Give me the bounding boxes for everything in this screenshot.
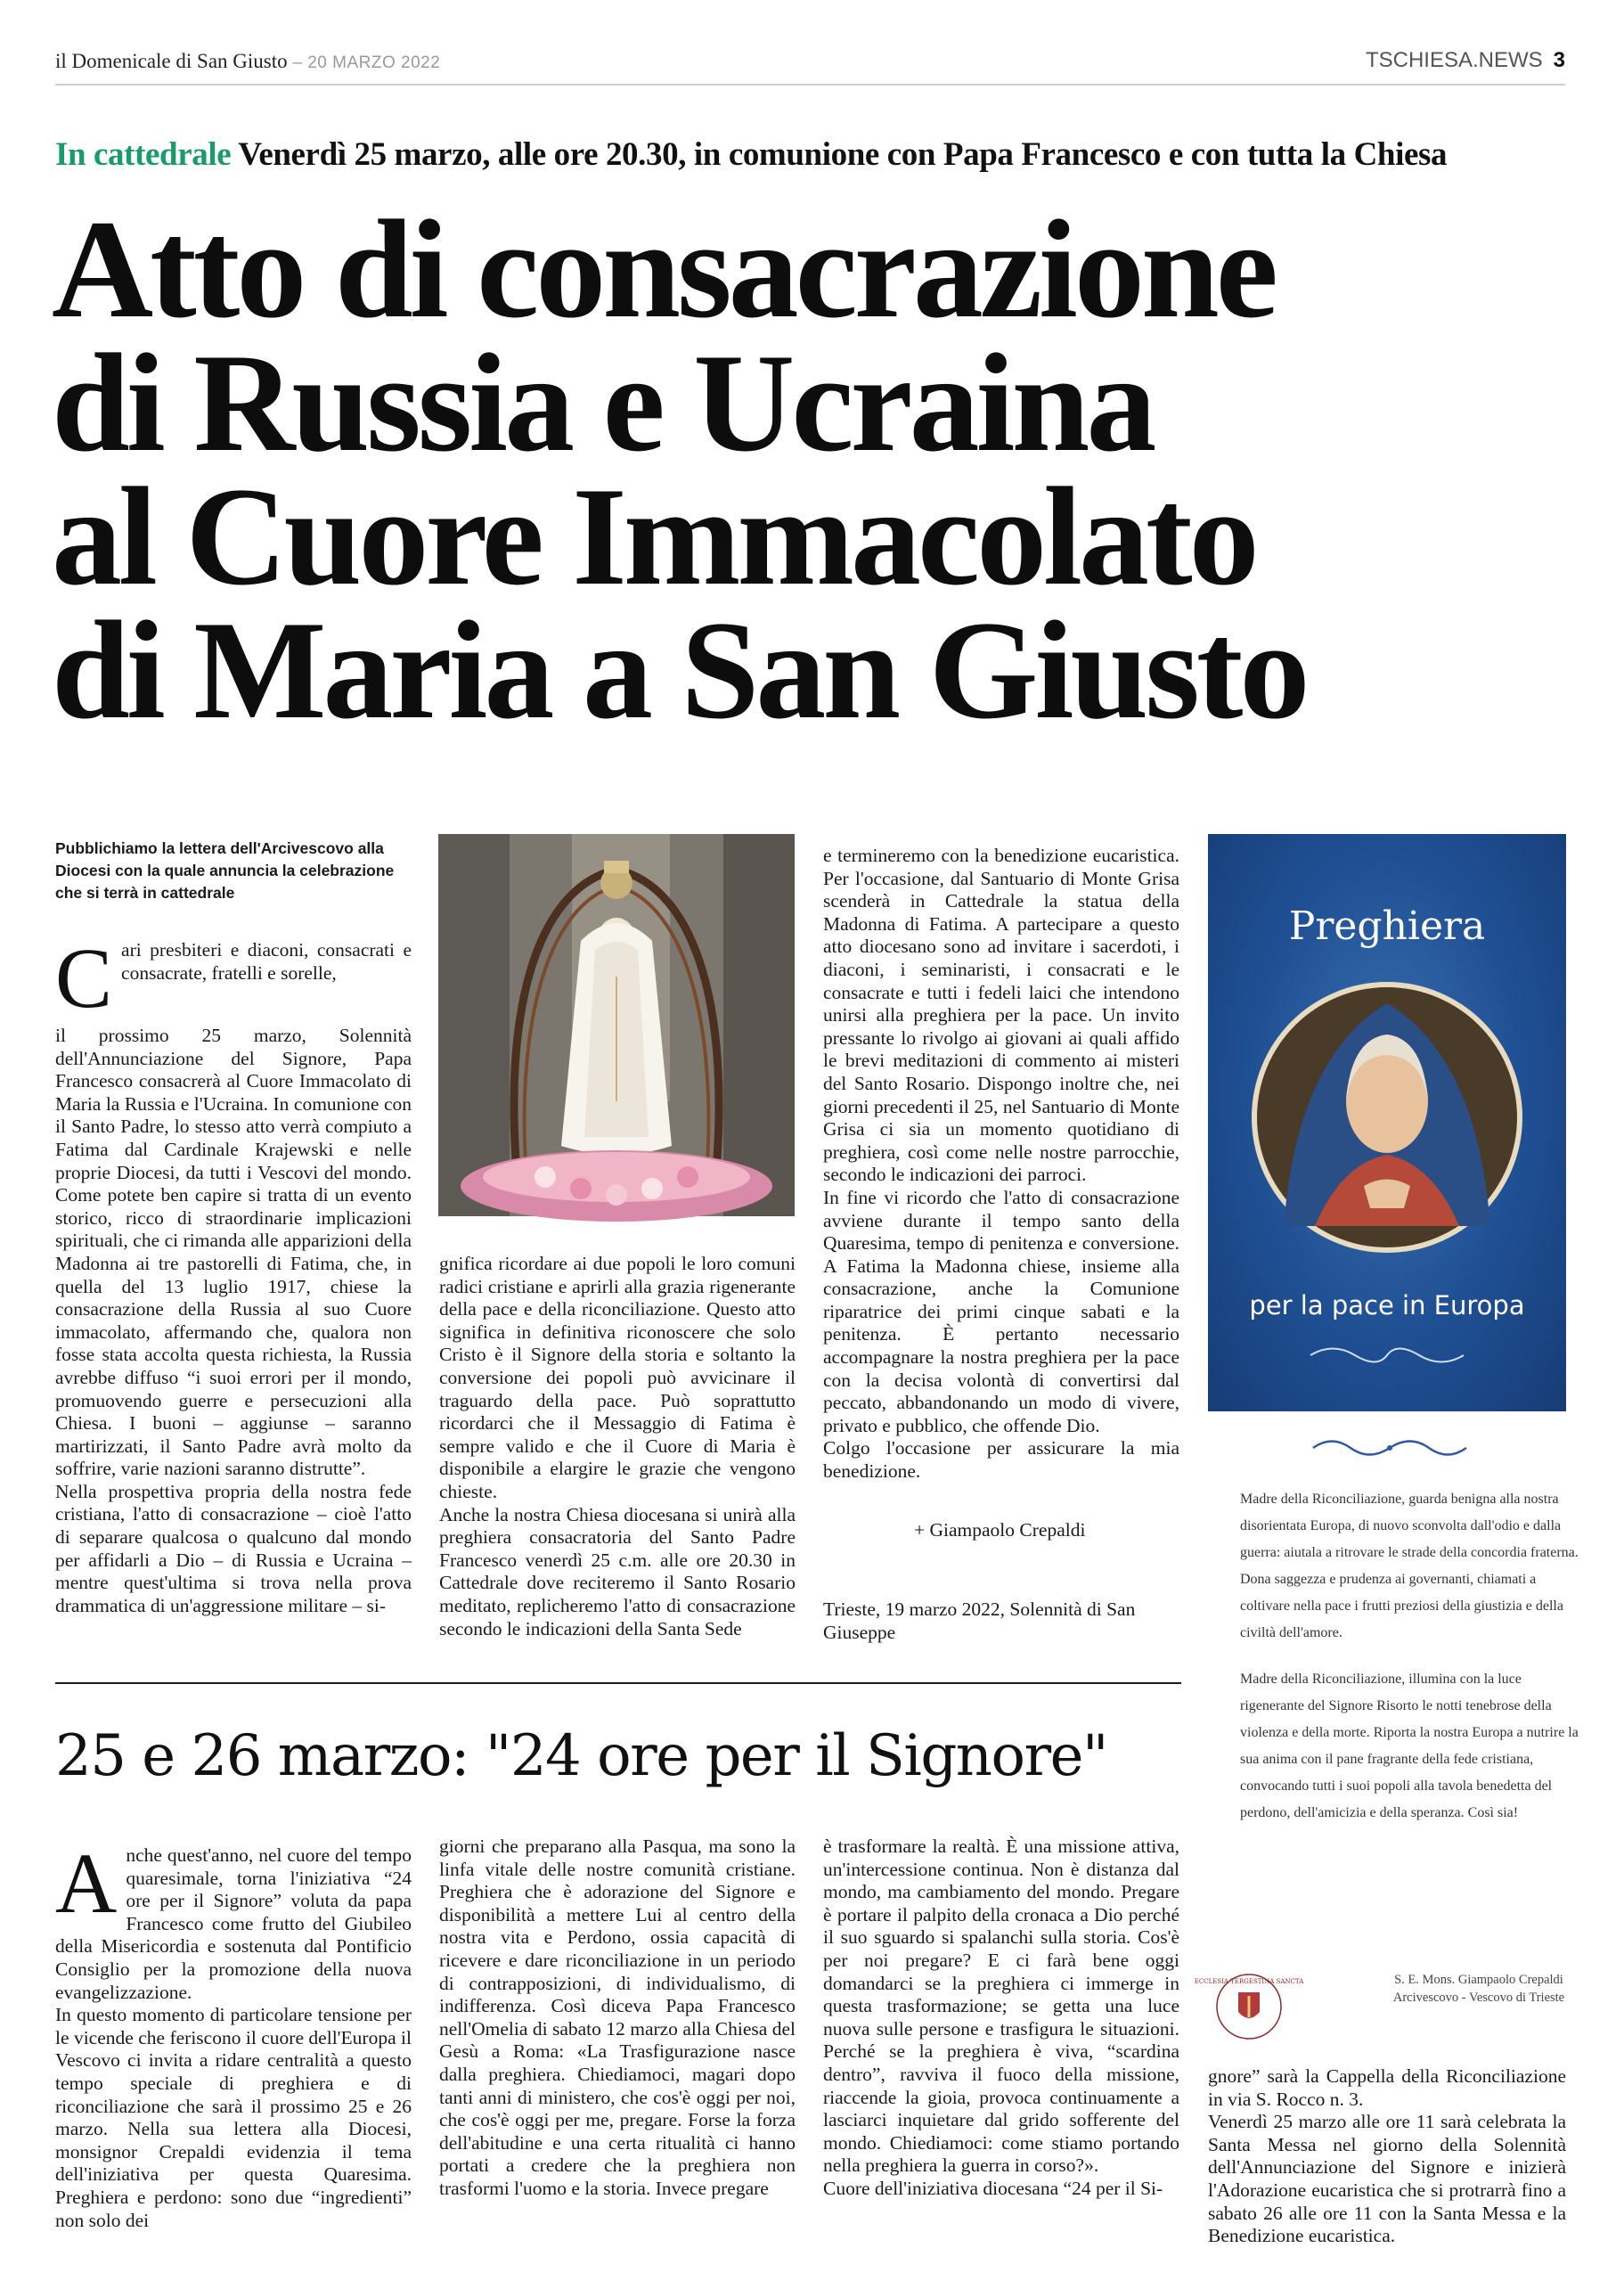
publication-header: [55, 50, 440, 73]
letter-paragraph: il prossimo 25 marzo, Solennità dell'Annunciazione del Signore, Papa Francesco consacrerà al Cuore Immacolato di Maria la Russia e l'Ucraina. In comunione con il Santo Padre, lo stesso atto verrà compiuto a Fatima dal Cardinale Krajewski e nelle proprie Diocesi, da tutti i Vescovi del mondo. Come potete ben capire si tratta di un evento storico, ricco di straordinarie implicazioni spirituali, che ci rimanda alle apparizioni della Madonna ai tre pastorelli di Fatima, che, in quella del 13 luglio 1917, chiese la consacrazione della Russia al suo Cuore immacolato, affermando che, qualora non fosse stata accolta questa richiesta, la Russia avrebbe diffuso “i suoi errori per il mondo, promuovendo guerre e persecuzioni alla Chiesa. I buoni – aggiunse – saranno martirizzati, il Santo Padre avrà molto da soffrire, varie nazioni saranno distrutte”.: [55, 1025, 412, 1480]
drop-cap: A: [55, 1835, 118, 1931]
prayer-card: [1208, 834, 1566, 1411]
article2-column-3: [823, 1835, 1179, 2201]
letter-place-date: Trieste, 19 marzo 2022, Solennità di San Giuseppe: [823, 1598, 1136, 1643]
site-header: [1366, 48, 1565, 73]
article-intro: Pubblichiamo la lettera dell'Arcivescovo alla Diocesi con la quale annuncia la celebrazione che si terrà in cattedrale: [55, 839, 395, 902]
headline-line: Atto di consacrazione: [52, 192, 1275, 347]
letter-paragraph: Anche la nostra Chiesa diocesana si unirà alla preghiera consacratoria del Santo Padre Francesco venerdì 25 c.m. alle ore 20.30 in Cattedrale dove reciteremo il Santo Rosario meditato, replicheremo l'atto di consacrazione secondo le indicazioni della Santa Sede: [439, 1503, 796, 1639]
drop-cap: C: [55, 930, 113, 1026]
article2-paragraph: Venerdì 25 marzo alle ore 11 sarà celebrata la Santa Messa nel giorno della Solennità dell'Annunciazione del Signore e inizierà l'Adorazione eucaristica che si protrarrà fino a sabato 26 alle ore 11 con la Santa Messa e la Benedizione eucaristica.: [1208, 2111, 1566, 2247]
prayer-stanza: Madre della Riconciliazione, guarda benigna alla nostra disorientata Europa, di nuovo sconvolta dall'odio e dalla guerra: aiutala a ritrovare le strade della concordia fraterna. Dona saggezza e prudenza ai governanti, chiamati a coltivare nella pace i frutti preziosi della giustizia e della civiltà dell'amore.: [1240, 1492, 1579, 1640]
issue-date: – 20 MARZO 2022: [292, 53, 441, 72]
headline-line: al Cuore Immacolato: [52, 459, 1256, 615]
flourish-ornament-icon: [1310, 1433, 1470, 1463]
article2-column-2: [439, 1835, 796, 2201]
headline-line: di Russia e Ucraina: [52, 325, 1154, 481]
article2-headline: 25 e 26 marzo: "24 ore per il Signore": [55, 1723, 1107, 1789]
prayer-text: [1240, 1486, 1579, 1846]
prayer-card-title: Preghiera: [1288, 903, 1486, 949]
letter-paragraph: In fine vi ricordo che l'atto di consacrazione avviene durante il tempo santo della Quaresima, tempo di penitenza e conversione. A Fatima la Madonna chiese, insieme alla consacrazione, anche la Comunione riparatrice dei primi cinque sabati e la penitenza. È pertanto necessario accompagnare la nostra preghiera per la pace con la decisa volontà di convertirsi dal peccato, abbandonando un modo di vivere, privato e pubblico, che offende Dio.: [823, 1186, 1179, 1436]
headline-line: di Maria a San Giusto: [52, 593, 1307, 748]
main-headline: [52, 192, 1584, 748]
article2-column-1: [55, 1835, 412, 2232]
page-number: 3: [1553, 48, 1565, 72]
article2-paragraph: gnore” sarà la Cappella della Riconciliazione in via S. Rocco n. 3.: [1208, 2065, 1566, 2110]
letter-column-1: [55, 930, 412, 1617]
kicker-section: In cattedrale: [55, 136, 232, 173]
article2-paragraph: In questo momento di particolare tensione per le vicende che feriscono il cuore dell'Europa il Vescovo ci invita a ridare centralità a questo tempo speciale di preghiera e di riconciliazione che sarà il prossimo 25 e 26 marzo. Nella sua lettera alla Diocesi, monsignor Crepaldi evidenzia il tema dell'iniziativa per questa Quaresima. Preghiera e perdono: sono due “ingredienti” non solo dei: [55, 2004, 412, 2231]
letter-paragraph: Colgo l'occasione per assicurare la mia benedizione.: [823, 1437, 1179, 1483]
letter-paragraph: e termineremo con la benedizione eucaristica. Per l'occasione, dal Santuario di Monte Grisa scenderà in Cattedrale la statua della Madonna di Fatima. A partecipare a questo atto diocesano sono ad invitare i sacerdoti, i diaconi, i seminaristi, i consacrati e le consacrate e tutti i fedeli laici che intendono unirsi alla preghiera per la pace. Un invito pressante lo rivolgo ai giovani ai quali affido le brevi meditazioni di commento ai misteri del Santo Rosario. Dispongo inoltre che, nei giorni precedenti il 25, nel Santuario di Monte Grisa ci sia un momento quotidiano di preghiera, così come nelle nostre parrocchie, secondo le indicazioni dei parroci.: [823, 845, 1179, 1186]
fatima-statue-photo: [438, 834, 795, 1216]
prayer-stanza: Madre della Riconciliazione, illumina con la luce rigenerante del Signore Risorto le notti tenebrose della violenza e della morte. Riporta la nostra Europa a nutrire la sua anima con il pane fragrante della fede cristiana, convocando tutti i suoi popoli alla tavola benedetta del perdono, dell'amicizia e della speranza. Così sia!: [1240, 1672, 1579, 1820]
article-divider: [55, 1682, 1181, 1684]
letter-signature: + Giampaolo Crepaldi: [914, 1519, 1086, 1541]
seal-text: ECCLESIA TERGESTINA SANCTA: [1194, 1978, 1304, 1985]
header-divider: [55, 84, 1565, 86]
publication-name: il Domenicale di San Giusto: [55, 50, 288, 72]
article2-column-4: [1208, 2065, 1566, 2248]
prayer-sign-name: S. E. Mons. Giampaolo Crepaldi: [1394, 1973, 1563, 1987]
letter-paragraph: Nella prospettiva propria della nostra fede cristiana, l'atto di consacrazione – cioè l'atto di separare qualcosa o qualcuno dal mondo per affidarli a Dio – di Russia e Ucraina – mentre quest'ultima si trova nella prova drammatica di un'aggressione militare – si-: [55, 1480, 412, 1616]
article2-paragraph: nche quest'anno, nel cuore del tempo quaresimale, torna l'iniziativa “24 ore per il Signore” voluta da papa Francesco come frutto del Giubileo della Misericordia e sostenuta dal Pontificio Consiglio per la promozione della nuova evangelizzazione.: [55, 1844, 412, 2003]
card-ornament-icon: [1306, 1342, 1468, 1369]
letter-paragraph: ari presbiteri e diaconi, consacrati e consacrate, fratelli e sorelle,: [121, 939, 412, 984]
site-name: TSCHIESA.NEWS: [1365, 48, 1543, 72]
letter-paragraph: gnifica ricordare ai due popoli le loro comuni radici cristiane e aprirli alla grazia rigenerante della pace e della riconciliazione. Questo atto significa in definitiva riconoscere che solo Cristo è il Signore della storia e soltanto la conversione dei popoli può avvicinare il traguardo della pace. Può soprattutto ricordarci che il Messaggio di Fatima è sempre valido e che il Cuore di Maria è disponibile a elargire le grazie che vengono chieste.: [439, 1253, 796, 1502]
article2-paragraph: è trasformare la realtà. È una missione attiva, un'intercessione continua. Non è distanza dal mondo, ma cambiamento del mondo. Pregare è portare il palpito della cronaca a Dio perché il suo sguardo si spalanchi sulla storia. Cos'è per noi pregare? E ci farà bene oggi domandarci se la preghiera ci immerge in questa trasformazione; se getta una luce nuova sulle persone e trasfigura le situazioni. Perché se la preghiera è viva, “scardina dentro”, ravviva il fuoco della missione, riaccende la gioia, provoca continuamente a lasciarci inquietare dal grido sofferente del mondo. Chiediamoci: come stiamo portando nella preghiera la guerra in corso?».: [823, 1835, 1179, 2177]
madonna-portrait-icon: [1208, 834, 1566, 1411]
diocese-seal-icon: [1194, 1971, 1304, 2042]
prayer-card-subtitle: per la pace in Europa: [1249, 1290, 1525, 1320]
prayer-sign-role: Arcivescovo - Vescovo di Trieste: [1392, 1991, 1565, 2005]
kicker: [55, 135, 1447, 174]
prayer-signature: [1390, 1971, 1568, 2007]
kicker-text: Venerdì 25 marzo, alle ore 20.30, in comunione con Papa Francesco e con tutta la Chiesa: [238, 136, 1448, 173]
article2-paragraph: giorni che preparano alla Pasqua, ma sono la linfa vitale delle nostre comunità cristiane. Preghiera che è adorazione del Signore e disponibilità a mettere Lui al centro della nostra vita e Perdono, ossia capacità di ricevere e dare riconciliazione in un periodo di contrapposizioni, di individualismo, di indifferenza. Così diceva Papa Francesco nell'Omelia di sabato 12 marzo alla Chiesa del Gesù a Roma: «La Trasfigurazione nasce dalla preghiera. Chiediamoci, magari dopo tanti anni di ministero, che cos'è oggi per noi, che cos'è oggi per me, pregare. Forse la forza dell'abitudine e una certa ritualità ci hanno portati a credere che la preghiera non trasformi l'uomo e la storia. Invece pregare: [439, 1835, 796, 2199]
article2-paragraph: Cuore dell'iniziativa diocesana “24 per il Si-: [823, 2177, 1163, 2199]
letter-column-3: [823, 845, 1179, 1484]
letter-column-2: [439, 1253, 796, 1640]
